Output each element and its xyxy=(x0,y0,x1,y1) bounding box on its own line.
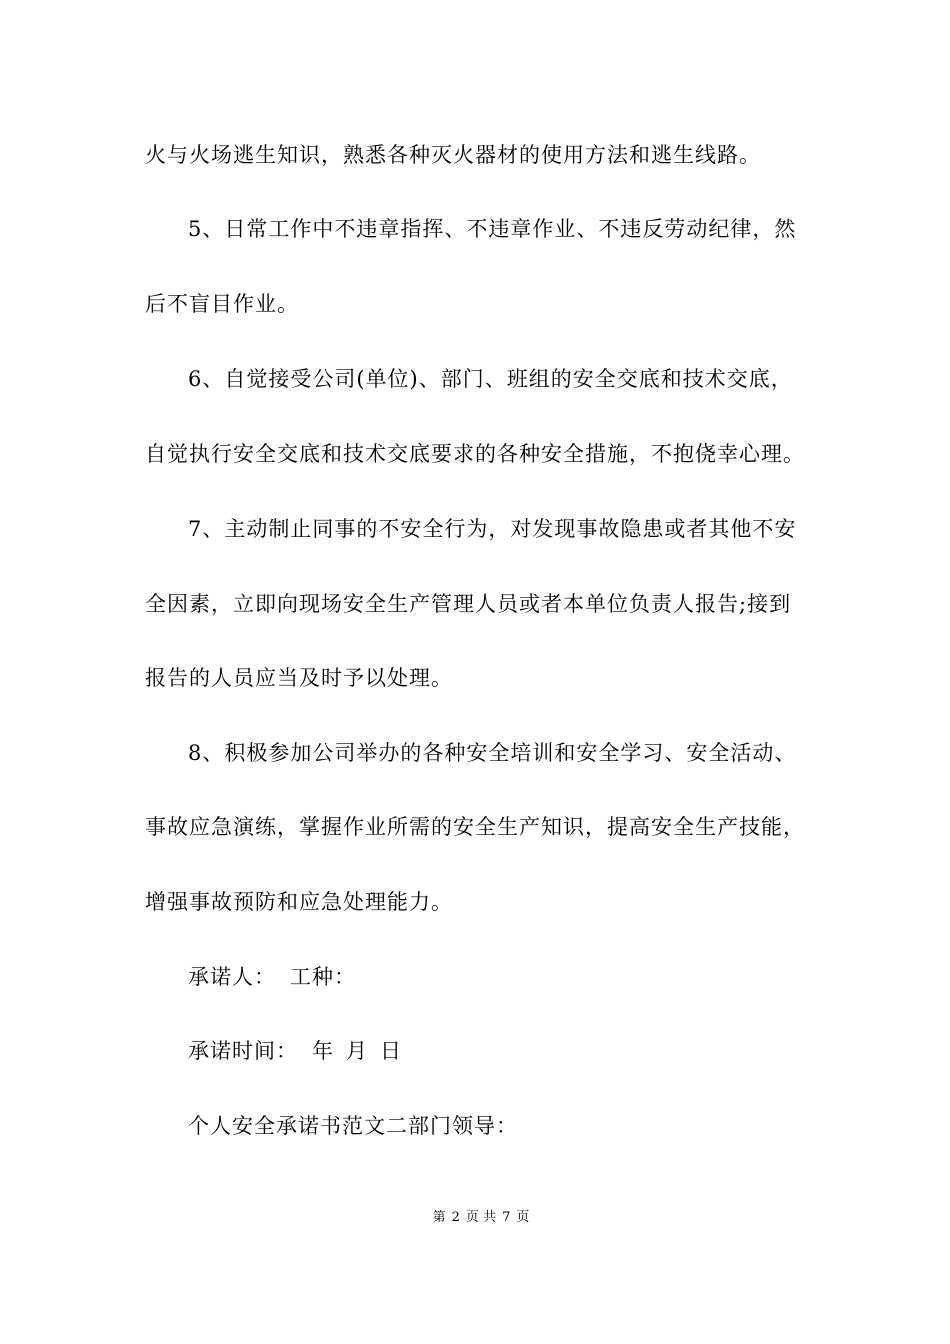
promisor-label: 承诺人： xyxy=(188,965,276,989)
paragraph-line: 8、积极参加公司举办的各种安全培训和安全学习、安全活动、 xyxy=(188,741,797,765)
page-prefix: 第 xyxy=(432,1210,446,1225)
time-label: 承诺时间： xyxy=(188,1039,298,1063)
year-label: 年 xyxy=(312,1039,334,1063)
paragraph-line: 报告的人员应当及时予以处理。 xyxy=(145,666,453,690)
signature-line-time xyxy=(188,1037,402,1065)
signature-line-promisor xyxy=(188,963,356,991)
page-mid: 页 共 xyxy=(465,1210,497,1225)
page-footer xyxy=(0,1209,950,1227)
paragraph-line: 增强事故预防和应急处理能力。 xyxy=(145,890,453,914)
paragraph-line: 全因素，立即向现场安全生产管理人员或者本单位负责人报告;接到 xyxy=(145,592,792,616)
page-suffix: 页 xyxy=(516,1210,530,1225)
paragraph-line: 事故应急演练，掌握作业所需的安全生产知识，提高安全生产技能， xyxy=(145,815,805,839)
day-label: 日 xyxy=(380,1039,402,1063)
worktype-label: 工种： xyxy=(290,965,356,989)
page-total: 7 xyxy=(502,1210,511,1225)
paragraph-line: 自觉执行安全交底和技术交底要求的各种安全措施，不抱侥幸心理。 xyxy=(145,442,805,466)
month-label: 月 xyxy=(346,1039,368,1063)
paragraph-line: 7、主动制止同事的不安全行为，对发现事故隐患或者其他不安 xyxy=(188,517,797,541)
paragraph-line: 火与火场逃生知识，熟悉各种灭火器材的使用方法和逃生线路。 xyxy=(145,143,761,167)
next-section-heading: 个人安全承诺书范文二部门领导： xyxy=(188,1114,518,1138)
paragraph-line: 后不盲目作业。 xyxy=(145,292,299,316)
page-current: 2 xyxy=(451,1210,460,1225)
paragraph-line: 5、日常工作中不违章指挥、不违章作业、不违反劳动纪律，然 xyxy=(188,217,797,241)
paragraph-line: 6、自觉接受公司(单位)、部门、班组的安全交底和技术交底， xyxy=(188,367,793,391)
